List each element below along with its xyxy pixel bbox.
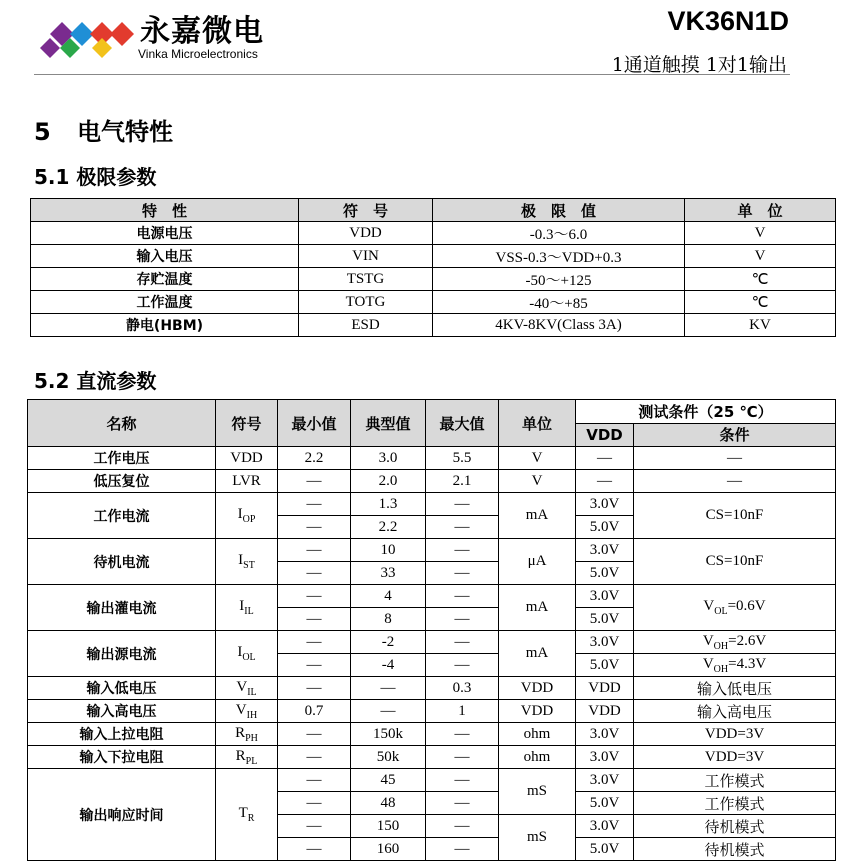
- param-name: 静电(HBM): [31, 314, 299, 337]
- vdd-condition: 3.0V: [576, 769, 634, 792]
- table-row: [28, 631, 836, 654]
- col-header: VDD: [576, 423, 634, 447]
- vdd-condition: 3.0V: [576, 631, 634, 654]
- section-number: 5.2: [34, 369, 70, 393]
- min-value: —: [278, 746, 351, 769]
- dc-parameters-table: [27, 399, 836, 861]
- vdd-condition: 3.0V: [576, 585, 634, 608]
- param-symbol: [216, 493, 278, 539]
- symbol-subscript: OP: [242, 514, 256, 525]
- max-value: —: [426, 585, 499, 608]
- typ-value: 10: [351, 539, 426, 562]
- condition: —: [634, 447, 836, 470]
- vdd-condition: 3.0V: [576, 815, 634, 838]
- param-limit: VSS-0.3～VDD+0.3: [433, 245, 685, 268]
- vdd-condition: 5.0V: [576, 608, 634, 631]
- unit: mA: [499, 585, 576, 631]
- section-5-2-heading: [34, 365, 156, 394]
- symbol-main: V: [235, 701, 247, 718]
- param-symbol: TOTG: [299, 291, 433, 314]
- max-value: 0.3: [426, 677, 499, 700]
- max-value: —: [426, 838, 499, 861]
- cond-value: =2.6V: [728, 632, 767, 649]
- col-header: 单位: [499, 400, 576, 447]
- param-name: 电源电压: [31, 222, 299, 245]
- col-header: 条件: [634, 423, 836, 447]
- typ-value: 1.3: [351, 493, 426, 516]
- section-5-heading: [34, 112, 173, 147]
- max-value: —: [426, 723, 499, 746]
- unit: V: [499, 447, 576, 470]
- symbol-main: LVR: [232, 472, 261, 489]
- cond-main: V: [702, 655, 714, 672]
- typ-value: 4: [351, 585, 426, 608]
- typ-value: -2: [351, 631, 426, 654]
- col-header: 极 限 值: [433, 199, 685, 222]
- min-value: —: [278, 654, 351, 677]
- brand-name-cn: 永嘉微电: [140, 14, 264, 49]
- param-name: 输入电压: [31, 245, 299, 268]
- table-row: [31, 291, 836, 314]
- typ-value: 3.0: [351, 447, 426, 470]
- unit: mA: [499, 493, 576, 539]
- table-row: [28, 493, 836, 516]
- condition: 输入高电压: [634, 700, 836, 723]
- param-name: 输出灌电流: [28, 585, 216, 631]
- symbol-main: T: [238, 805, 248, 821]
- table-row: [28, 700, 836, 723]
- typ-value: 2.0: [351, 470, 426, 493]
- section-title: 电气特性: [77, 118, 174, 146]
- param-symbol: [216, 470, 278, 493]
- col-header: 符号: [216, 400, 278, 447]
- typ-value: 2.2: [351, 516, 426, 539]
- param-symbol: [216, 769, 278, 861]
- symbol-main: I: [238, 552, 244, 568]
- unit: VDD: [499, 700, 576, 723]
- unit: V: [499, 470, 576, 493]
- typ-value: 160: [351, 838, 426, 861]
- param-symbol: [216, 677, 278, 700]
- table-row: [28, 470, 836, 493]
- min-value: —: [278, 769, 351, 792]
- table-row: [31, 245, 836, 268]
- table-header-row: [28, 400, 836, 424]
- vdd-condition: 5.0V: [576, 654, 634, 677]
- unit: ohm: [499, 723, 576, 746]
- vdd-condition: 3.0V: [576, 493, 634, 516]
- symbol-main: I: [237, 644, 243, 660]
- max-value: —: [426, 815, 499, 838]
- condition: [634, 654, 836, 677]
- typ-value: 48: [351, 792, 426, 815]
- param-symbol: [216, 631, 278, 677]
- min-value: —: [278, 838, 351, 861]
- min-value: 0.7: [278, 700, 351, 723]
- min-value: —: [278, 608, 351, 631]
- part-number: VK36N1D: [667, 6, 789, 36]
- header-divider: [34, 74, 790, 75]
- symbol-main: R: [235, 724, 246, 741]
- doc-subtitle: 1通道触摸 1对1输出: [611, 54, 787, 76]
- symbol-subscript: IL: [247, 686, 257, 698]
- symbol-main: VDD: [230, 449, 263, 466]
- param-symbol: [216, 700, 278, 723]
- param-name: 工作电压: [28, 447, 216, 470]
- param-symbol: [216, 723, 278, 746]
- table-row: [28, 447, 836, 470]
- param-name: 输入低电压: [28, 677, 216, 700]
- param-limit: -0.3～6.0: [433, 222, 685, 245]
- col-header: 名称: [28, 400, 216, 447]
- vdd-condition: 5.0V: [576, 792, 634, 815]
- condition: [634, 585, 836, 631]
- vdd-condition: VDD: [576, 700, 634, 723]
- table-row: [28, 723, 836, 746]
- cond-main: V: [702, 632, 714, 649]
- max-value: 1: [426, 700, 499, 723]
- col-header: 特 性: [31, 199, 299, 222]
- table-row: [28, 539, 836, 562]
- vdd-condition: 3.0V: [576, 723, 634, 746]
- min-value: —: [278, 815, 351, 838]
- unit: mS: [499, 815, 576, 861]
- condition: 待机模式: [634, 815, 836, 838]
- param-name: 输入下拉电阻: [28, 746, 216, 769]
- cond-subscript: OH: [713, 663, 729, 675]
- unit: mA: [499, 631, 576, 677]
- vdd-condition: —: [576, 470, 634, 493]
- max-value: 2.1: [426, 470, 499, 493]
- vdd-condition: 5.0V: [576, 516, 634, 539]
- min-value: —: [278, 631, 351, 654]
- cond-value: =0.6V: [727, 598, 766, 614]
- min-value: —: [278, 723, 351, 746]
- min-value: —: [278, 516, 351, 539]
- param-name: 存贮温度: [31, 268, 299, 291]
- section-number: 5.1: [34, 165, 70, 189]
- param-name: 低压复位: [28, 470, 216, 493]
- max-value: —: [426, 654, 499, 677]
- param-name: 输出响应时间: [28, 769, 216, 861]
- condition: 待机模式: [634, 838, 836, 861]
- param-unit: V: [685, 245, 836, 268]
- symbol-main: I: [239, 598, 245, 614]
- min-value: —: [278, 539, 351, 562]
- typ-value: 33: [351, 562, 426, 585]
- symbol-subscript: PH: [245, 732, 258, 744]
- vdd-condition: 3.0V: [576, 746, 634, 769]
- table-row: [28, 585, 836, 608]
- table-row: [31, 222, 836, 245]
- col-header: 单 位: [685, 199, 836, 222]
- cond-subscript: OH: [713, 640, 729, 652]
- symbol-main: R: [235, 747, 246, 764]
- symbol-subscript: IH: [246, 709, 258, 721]
- param-name: 输入高电压: [28, 700, 216, 723]
- symbol-main: V: [236, 678, 248, 695]
- param-unit: ℃: [685, 268, 836, 291]
- table-row: [31, 314, 836, 337]
- param-symbol: [216, 447, 278, 470]
- vdd-condition: —: [576, 447, 634, 470]
- min-value: —: [278, 562, 351, 585]
- max-value: —: [426, 562, 499, 585]
- min-value: 2.2: [278, 447, 351, 470]
- param-name: 工作温度: [31, 291, 299, 314]
- brand-name-en: Vinka Microelectronics: [138, 47, 258, 61]
- param-limit: -50～+125: [433, 268, 685, 291]
- typ-value: -4: [351, 654, 426, 677]
- param-symbol: [216, 585, 278, 631]
- logo-diamonds-icon: [36, 12, 140, 62]
- typ-value: 150k: [351, 723, 426, 746]
- table-row: [28, 677, 836, 700]
- max-value: —: [426, 539, 499, 562]
- param-symbol: VIN: [299, 245, 433, 268]
- max-value: —: [426, 746, 499, 769]
- cond-value: =4.3V: [728, 655, 767, 672]
- table-row: [31, 268, 836, 291]
- vdd-condition: 3.0V: [576, 539, 634, 562]
- condition: [634, 631, 836, 654]
- condition: 输入低电压: [634, 677, 836, 700]
- condition: —: [634, 470, 836, 493]
- typ-value: —: [351, 677, 426, 700]
- min-value: —: [278, 677, 351, 700]
- param-name: 输出源电流: [28, 631, 216, 677]
- typ-value: —: [351, 700, 426, 723]
- symbol-main: I: [237, 506, 243, 522]
- param-limit: -40～+85: [433, 291, 685, 314]
- absolute-max-table: [30, 198, 836, 337]
- symbol-subscript: ST: [243, 560, 255, 571]
- condition: CS=10nF: [634, 539, 836, 585]
- section-title: 极限参数: [76, 165, 157, 189]
- param-symbol: ESD: [299, 314, 433, 337]
- unit: μA: [499, 539, 576, 585]
- param-limit: 4KV-8KV(Class 3A): [433, 314, 685, 337]
- min-value: —: [278, 493, 351, 516]
- param-symbol: TSTG: [299, 268, 433, 291]
- cond-subscript: OL: [714, 606, 728, 617]
- max-value: —: [426, 516, 499, 539]
- section-number: 5: [34, 118, 51, 146]
- cond-main: V: [703, 598, 715, 614]
- max-value: —: [426, 631, 499, 654]
- min-value: —: [278, 585, 351, 608]
- condition: VDD=3V: [634, 723, 836, 746]
- table-row: [28, 746, 836, 769]
- param-symbol: [216, 746, 278, 769]
- condition: CS=10nF: [634, 493, 836, 539]
- max-value: —: [426, 769, 499, 792]
- symbol-subscript: OL: [242, 652, 256, 663]
- symbol-subscript: PL: [245, 755, 258, 767]
- param-symbol: VDD: [299, 222, 433, 245]
- table-row: [28, 769, 836, 792]
- symbol-subscript: R: [247, 813, 255, 824]
- param-unit: KV: [685, 314, 836, 337]
- typ-value: 150: [351, 815, 426, 838]
- table-header-row: [31, 199, 836, 222]
- param-name: 输入上拉电阻: [28, 723, 216, 746]
- vdd-condition: 5.0V: [576, 838, 634, 861]
- section-5-1-heading: [34, 161, 156, 190]
- max-value: —: [426, 792, 499, 815]
- condition: 工作模式: [634, 769, 836, 792]
- min-value: —: [278, 470, 351, 493]
- unit: mS: [499, 769, 576, 815]
- col-header: 符 号: [299, 199, 433, 222]
- condition: VDD=3V: [634, 746, 836, 769]
- col-header: 最小值: [278, 400, 351, 447]
- col-header: 最大值: [426, 400, 499, 447]
- param-name: 待机电流: [28, 539, 216, 585]
- condition: 工作模式: [634, 792, 836, 815]
- section-title: 直流参数: [76, 369, 157, 393]
- test-conditions-header: 测试条件（25 ℃）: [576, 400, 836, 424]
- col-header: 典型值: [351, 400, 426, 447]
- vdd-condition: VDD: [576, 677, 634, 700]
- symbol-subscript: IL: [244, 606, 254, 617]
- typ-value: 8: [351, 608, 426, 631]
- param-unit: V: [685, 222, 836, 245]
- max-value: 5.5: [426, 447, 499, 470]
- max-value: —: [426, 608, 499, 631]
- typ-value: 50k: [351, 746, 426, 769]
- param-symbol: [216, 539, 278, 585]
- unit: VDD: [499, 677, 576, 700]
- min-value: —: [278, 792, 351, 815]
- param-name: 工作电流: [28, 493, 216, 539]
- param-unit: ℃: [685, 291, 836, 314]
- max-value: —: [426, 493, 499, 516]
- unit: ohm: [499, 746, 576, 769]
- typ-value: 45: [351, 769, 426, 792]
- vdd-condition: 5.0V: [576, 562, 634, 585]
